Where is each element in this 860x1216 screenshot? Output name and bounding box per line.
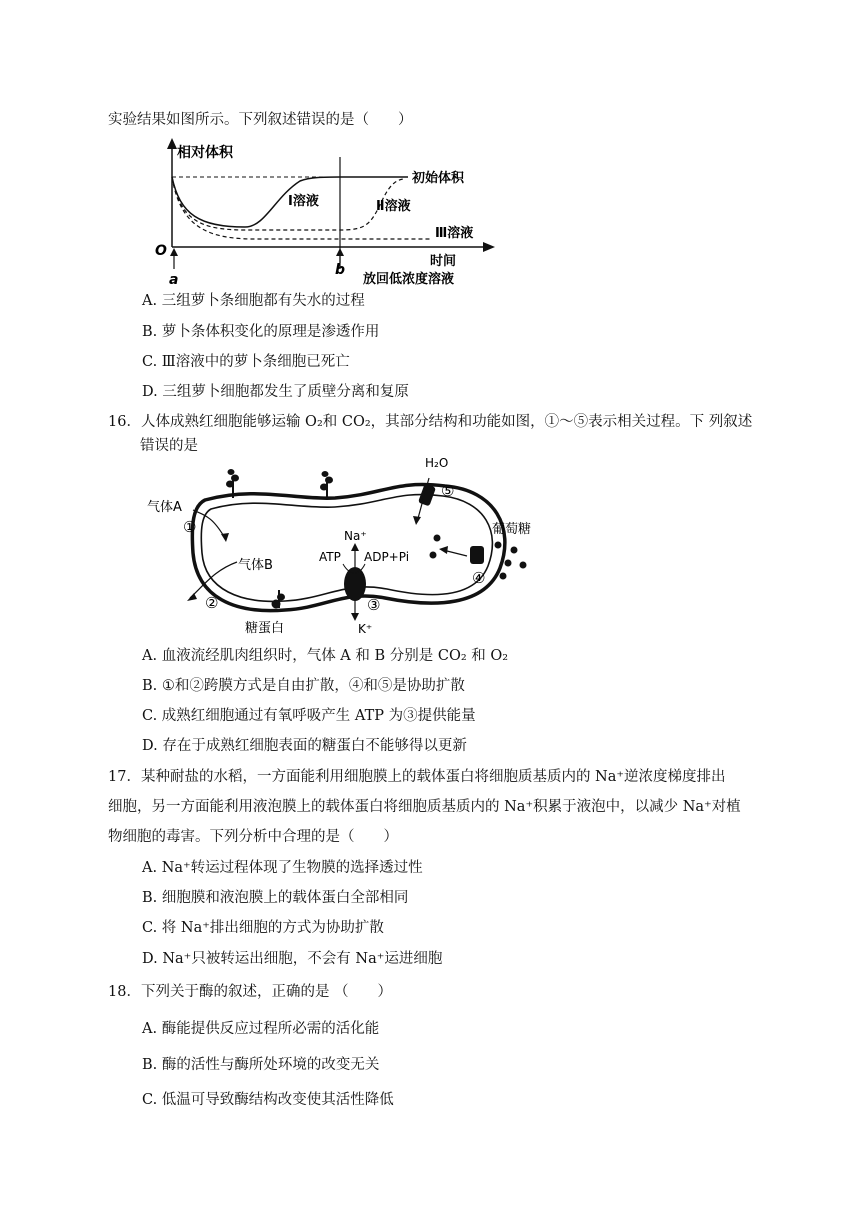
y-axis-label: 相对体积 xyxy=(177,145,233,161)
q18-option-a: A. 酶能提供反应过程所必需的活化能 xyxy=(142,1021,380,1037)
glucose-label: 葡萄糖 xyxy=(492,522,532,537)
q16-option-a: A. 血液流经肌肉组织时，气体 A 和 B 分别是 CO₂ 和 O₂ xyxy=(142,648,509,664)
q16-option-d: D. 存在于成熟红细胞表面的糖蛋白不能够得以更新 xyxy=(142,738,467,754)
note-b: 放回低浓度溶液 xyxy=(363,272,455,287)
curve-1-label: Ⅰ溶液 xyxy=(288,194,319,209)
curve-2-label: Ⅱ溶液 xyxy=(376,199,411,214)
q17-option-b: B. 细胞膜和液泡膜上的载体蛋白全部相同 xyxy=(142,890,409,906)
glycoprotein-bottom xyxy=(272,590,285,608)
initial-volume-label: 初始体积 xyxy=(412,171,465,186)
circle-5: ⑤ xyxy=(441,482,455,500)
q15-stem: 实验结果如图所示。下列叙述错误的是（ ） xyxy=(108,112,413,128)
q18-stem: 18．下列关于酶的叙述，正确的是 （ ） xyxy=(108,984,393,1000)
adp-label: ADP+Pi xyxy=(364,550,410,564)
na-label: Na⁺ xyxy=(344,529,367,543)
q17-option-a: A. Na⁺转运过程体现了生物膜的选择透过性 xyxy=(142,860,423,876)
circle-2: ② xyxy=(205,594,219,612)
circle-4: ④ xyxy=(472,569,486,587)
h2o-label: H₂O xyxy=(425,458,449,470)
glycoprotein-top-2 xyxy=(321,472,333,500)
glycoprotein-label: 糖蛋白 xyxy=(245,621,285,636)
na-k-pump xyxy=(344,567,366,601)
gas-a-label: 气体A xyxy=(147,500,182,515)
x-axis-label: 时间 xyxy=(430,254,457,269)
k-label: K⁺ xyxy=(358,622,373,636)
red-blood-cell-figure xyxy=(145,458,545,636)
curve-3-label: Ⅲ溶液 xyxy=(435,226,474,241)
q16-stem-line1: 16．人体成熟红细胞能够运输 O₂和 CO₂，其部分结构和功能如图，①～⑤表示相关过程。下 列叙述 xyxy=(108,414,753,430)
q15-option-d: D. 三组萝卜细胞都发生了质壁分离和复原 xyxy=(142,384,409,400)
q17-option-d: D. Na⁺只被转运出细胞，不会有 Na⁺运进细胞 xyxy=(142,951,443,967)
q16-stem-line2: 错误的是 xyxy=(140,438,198,454)
glucose-carrier xyxy=(470,546,484,564)
q17-stem-line2: 细胞，另一方面能利用液泡膜上的载体蛋白将细胞质基质内的 Na⁺积累于液泡中，以减少 Na⁺对植 xyxy=(108,799,741,815)
mark-b: b xyxy=(335,262,346,278)
atp-label: ATP xyxy=(319,550,341,564)
origin-label: O xyxy=(155,243,167,259)
circle-1: ① xyxy=(183,518,197,536)
q16-option-b: B. ①和②跨膜方式是自由扩散，④和⑤是协助扩散 xyxy=(142,678,465,694)
q15-option-c: C. Ⅲ溶液中的萝卜条细胞已死亡 xyxy=(142,354,350,370)
circle-3: ③ xyxy=(367,596,381,614)
volume-curve-figure xyxy=(150,135,500,287)
q18-option-b: B. 酶的活性与酶所处环境的改变无关 xyxy=(142,1057,380,1073)
q17-stem-line3: 物细胞的毒害。下列分析中合理的是（ ） xyxy=(108,829,398,845)
q15-option-a: A. 三组萝卜条细胞都有失水的过程 xyxy=(142,293,365,309)
q18-option-c: C. 低温可导致酶结构改变使其活性降低 xyxy=(142,1092,394,1108)
q17-stem-line1: 17．某种耐盐的水稻，一方面能利用细胞膜上的载体蛋白将细胞质基质内的 Na⁺逆浓度梯度排出 xyxy=(108,769,726,785)
q16-option-c: C. 成熟红细胞通过有氧呼吸产生 ATP 为③提供能量 xyxy=(142,708,476,724)
q17-option-c: C. 将 Na⁺排出细胞的方式为协助扩散 xyxy=(142,920,384,936)
mark-a: a xyxy=(169,272,179,287)
q15-option-b: B. 萝卜条体积变化的原理是渗透作用 xyxy=(142,324,380,340)
gas-b-label: 气体B xyxy=(238,558,273,573)
